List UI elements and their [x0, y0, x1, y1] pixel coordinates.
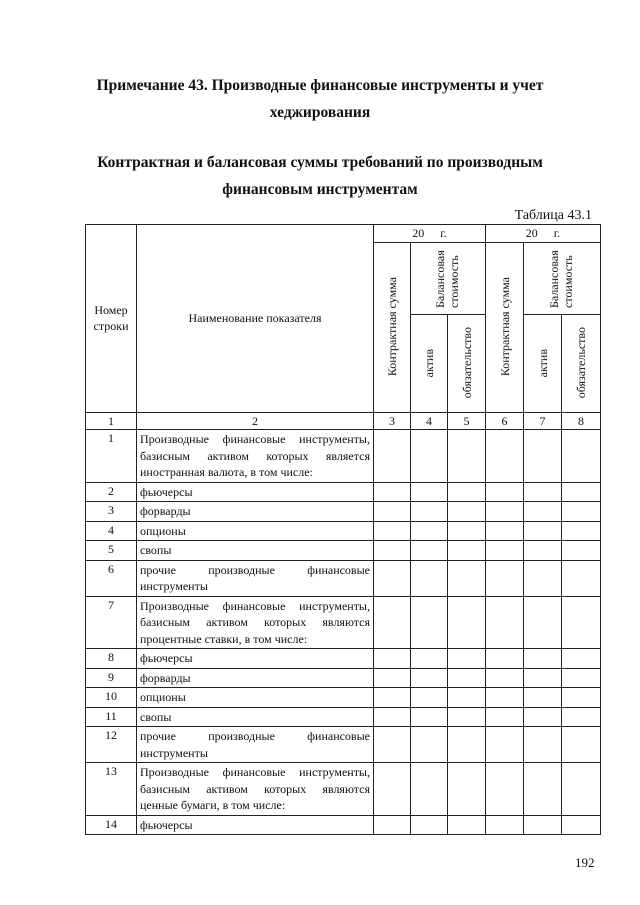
value-cell	[411, 668, 448, 688]
balance-value-header-2	[524, 242, 601, 314]
value-cell	[411, 541, 448, 561]
value-cell	[562, 521, 601, 541]
value-cell	[411, 815, 448, 835]
indicator-name: Производные финансовые инструменты, базисным активом которых является иностранная валюта, в том числе:	[137, 430, 374, 483]
value-cell	[562, 707, 601, 727]
asset-label: актив	[422, 348, 436, 378]
row-number: 1	[86, 430, 137, 483]
value-cell	[411, 596, 448, 649]
value-cell	[411, 521, 448, 541]
year-number: 20	[525, 226, 538, 240]
value-cell	[562, 763, 601, 816]
row-number: 14	[86, 815, 137, 835]
value-cell	[486, 649, 524, 669]
value-cell	[524, 649, 562, 669]
value-cell	[486, 815, 524, 835]
value-cell	[486, 541, 524, 561]
value-cell	[374, 815, 411, 835]
value-cell	[486, 688, 524, 708]
value-cell	[411, 502, 448, 522]
liability-label: обязательство	[459, 327, 474, 399]
indicator-name: фьючерсы	[137, 815, 374, 835]
table-row	[86, 596, 601, 649]
value-cell	[374, 727, 411, 763]
value-cell	[411, 560, 448, 596]
year-suffix: г.	[553, 226, 561, 240]
value-cell	[411, 727, 448, 763]
column-number: 8	[562, 412, 601, 430]
value-cell	[524, 502, 562, 522]
indicator-name: Производные финансовые инструменты, базисным активом которых являются процентные ставки, в том числе:	[137, 596, 374, 649]
column-number: 7	[524, 412, 562, 430]
note-title-line-1: Примечание 43. Производные финансовые инструменты и учет	[96, 77, 544, 94]
row-number: 12	[86, 727, 137, 763]
value-cell	[411, 430, 448, 483]
value-cell	[562, 668, 601, 688]
value-cell	[562, 541, 601, 561]
column-number: 4	[411, 412, 448, 430]
asset-header-2	[524, 314, 562, 412]
row-number: 11	[86, 707, 137, 727]
value-cell	[448, 727, 486, 763]
table-row	[86, 668, 601, 688]
value-cell	[448, 688, 486, 708]
value-cell	[448, 763, 486, 816]
value-cell	[524, 482, 562, 502]
value-cell	[486, 560, 524, 596]
asset-label: актив	[535, 348, 550, 378]
row-number: 7	[86, 596, 137, 649]
column-number: 6	[486, 412, 524, 430]
row-number: 5	[86, 541, 137, 561]
indicator-name: прочие производные финансовые инструменты	[137, 727, 374, 763]
value-cell	[524, 560, 562, 596]
value-cell	[486, 668, 524, 688]
indicator-name: опционы	[137, 521, 374, 541]
indicator-header: Наименование показателя	[137, 225, 374, 413]
table-title-line-2: финансовым инструментам	[222, 181, 418, 198]
table-row	[86, 430, 601, 483]
value-cell	[562, 688, 601, 708]
balance-value-label: Балансовая стоимость	[547, 250, 575, 308]
indicator-name: свопы	[137, 707, 374, 727]
value-cell	[562, 482, 601, 502]
table-row	[86, 482, 601, 502]
contract-sum-header-2	[486, 242, 524, 412]
liability-header-2	[562, 314, 601, 412]
table-body	[86, 430, 601, 835]
value-cell	[562, 649, 601, 669]
value-cell	[374, 502, 411, 522]
value-cell	[448, 707, 486, 727]
value-cell	[524, 521, 562, 541]
page-number: 192	[575, 855, 595, 870]
value-cell	[486, 763, 524, 816]
column-number: 5	[448, 412, 486, 430]
value-cell	[448, 482, 486, 502]
table-row	[86, 541, 601, 561]
row-number: 9	[86, 668, 137, 688]
value-cell	[524, 763, 562, 816]
indicator-name: фьючерсы	[137, 649, 374, 669]
year-suffix: г.	[440, 226, 447, 240]
contract-sum-header-1	[374, 242, 411, 412]
year-number: 20	[412, 226, 425, 240]
value-cell	[524, 688, 562, 708]
column-number: 2	[137, 412, 374, 430]
contract-sum-label: Контрактная сумма	[497, 277, 512, 377]
value-cell	[411, 482, 448, 502]
row-number: 10	[86, 688, 137, 708]
row-number: 13	[86, 763, 137, 816]
value-cell	[524, 727, 562, 763]
value-cell	[562, 815, 601, 835]
year-header-1	[374, 225, 486, 243]
table-row	[86, 521, 601, 541]
value-cell	[486, 727, 524, 763]
liability-label: обязательство	[574, 327, 588, 399]
year-header-2	[486, 225, 601, 243]
row-number-header: Номер строки	[86, 225, 137, 413]
value-cell	[486, 430, 524, 483]
column-number: 1	[86, 412, 137, 430]
table-row	[86, 763, 601, 816]
value-cell	[486, 502, 524, 522]
indicator-name: форварды	[137, 668, 374, 688]
value-cell	[448, 541, 486, 561]
value-cell	[524, 707, 562, 727]
value-cell	[374, 521, 411, 541]
value-cell	[374, 668, 411, 688]
value-cell	[374, 541, 411, 561]
value-cell	[486, 482, 524, 502]
column-number: 3	[374, 412, 411, 430]
value-cell	[448, 596, 486, 649]
value-cell	[374, 482, 411, 502]
table-row	[86, 727, 601, 763]
contract-sum-label: Контрактная сумма	[385, 277, 399, 377]
table-row	[86, 815, 601, 835]
row-number: 8	[86, 649, 137, 669]
value-cell	[448, 649, 486, 669]
indicator-name: свопы	[137, 541, 374, 561]
value-cell	[486, 521, 524, 541]
value-cell	[374, 688, 411, 708]
indicator-name: прочие производные финансовые инструменты	[137, 560, 374, 596]
value-cell	[448, 815, 486, 835]
value-cell	[524, 541, 562, 561]
value-cell	[524, 430, 562, 483]
table-number: Таблица 43.1	[514, 208, 592, 223]
balance-value-label: Балансовая стоимость	[433, 250, 461, 308]
value-cell	[486, 596, 524, 649]
balance-value-header-1	[411, 242, 486, 314]
value-cell	[374, 763, 411, 816]
indicator-name: Производные финансовые инструменты, базисным активом которых являются ценные бумаги, в том числе:	[137, 763, 374, 816]
table-row	[86, 649, 601, 669]
table-row	[86, 502, 601, 522]
value-cell	[374, 430, 411, 483]
value-cell	[374, 649, 411, 669]
table-row	[86, 688, 601, 708]
liability-header-1	[448, 314, 486, 412]
table-row	[86, 707, 601, 727]
value-cell	[448, 560, 486, 596]
indicator-name: форварды	[137, 502, 374, 522]
value-cell	[524, 596, 562, 649]
value-cell	[562, 727, 601, 763]
column-numbers-row	[86, 412, 601, 430]
value-cell	[524, 815, 562, 835]
row-number: 3	[86, 502, 137, 522]
value-cell	[486, 707, 524, 727]
value-cell	[374, 707, 411, 727]
value-cell	[411, 688, 448, 708]
value-cell	[374, 560, 411, 596]
asset-header-1	[411, 314, 448, 412]
value-cell	[562, 502, 601, 522]
value-cell	[374, 596, 411, 649]
table-title-line-1: Контрактная и балансовая суммы требований по производным	[97, 154, 543, 171]
value-cell	[411, 763, 448, 816]
table-row	[86, 560, 601, 596]
value-cell	[448, 521, 486, 541]
value-cell	[562, 596, 601, 649]
row-number: 2	[86, 482, 137, 502]
row-number: 4	[86, 521, 137, 541]
value-cell	[562, 560, 601, 596]
row-number: 6	[86, 560, 137, 596]
note-title-line-2: хеджирования	[269, 104, 371, 121]
value-cell	[524, 668, 562, 688]
indicator-name: опционы	[137, 688, 374, 708]
value-cell	[411, 649, 448, 669]
value-cell	[448, 668, 486, 688]
value-cell	[448, 502, 486, 522]
derivatives-table	[85, 224, 601, 835]
value-cell	[562, 430, 601, 483]
indicator-name: фьючерсы	[137, 482, 374, 502]
value-cell	[411, 707, 448, 727]
value-cell	[448, 430, 486, 483]
